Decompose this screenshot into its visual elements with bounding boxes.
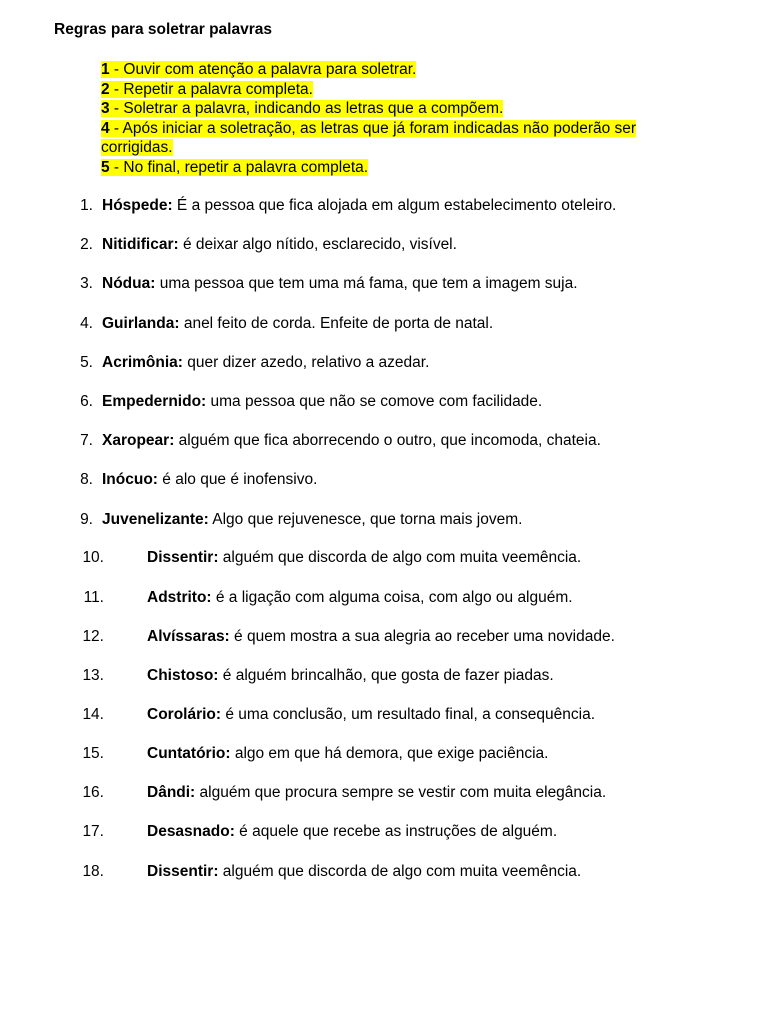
list-item	[0, 470, 768, 490]
rule-3	[101, 99, 711, 119]
list-number: 10.	[82, 549, 104, 566]
list-number: 9.	[80, 511, 93, 528]
word-term: Dândi:	[147, 784, 196, 801]
list-item-body	[102, 196, 616, 216]
word-term: Adstrito:	[147, 589, 212, 606]
list-number: 1.	[80, 197, 93, 214]
word-definition: alguém que fica aborrecendo o outro, que incomoda, chateia.	[174, 432, 601, 449]
list-number: 4.	[80, 315, 93, 332]
word-definition: é alo que é inofensivo.	[157, 471, 318, 488]
list-item	[0, 235, 768, 255]
word-definition: é aquele que recebe as instruções de alguém.	[234, 823, 558, 840]
list-number: 5.	[80, 354, 93, 371]
word-term: Guirlanda:	[102, 315, 180, 332]
rule-number: 4	[101, 119, 110, 137]
list-number: 13.	[82, 667, 104, 684]
list-item	[0, 862, 768, 882]
word-definition: é deixar algo nítido, esclarecido, visível.	[178, 236, 457, 253]
rule-number: 5	[101, 158, 110, 176]
list-item-body	[102, 431, 601, 451]
word-definition: Algo que rejuvenesce, que torna mais jovem.	[208, 511, 523, 528]
word-definition: é alguém brincalhão, que gosta de fazer piadas.	[218, 667, 554, 684]
rule-number: 2	[101, 80, 110, 98]
rule-5	[101, 158, 711, 178]
rule-text: - Repetir a palavra completa.	[109, 80, 313, 98]
word-term: Alvíssaras:	[147, 628, 230, 645]
word-definition: uma pessoa que tem uma má fama, que tem a imagem suja.	[155, 275, 578, 292]
list-item	[0, 392, 768, 412]
word-term: Cuntatório:	[147, 745, 231, 762]
word-term: Xaropear:	[102, 432, 175, 449]
word-definition: é quem mostra a sua alegria ao receber uma novidade.	[229, 628, 615, 645]
word-term: Dissentir:	[147, 549, 219, 566]
list-item	[0, 510, 768, 530]
list-item-body	[102, 510, 522, 530]
list-item-body	[102, 470, 317, 490]
word-definition: quer dizer azedo, relativo a azedar.	[182, 354, 430, 371]
rule-number: 1	[101, 61, 110, 78]
list-number: 6.	[80, 393, 93, 410]
list-item-body	[147, 822, 557, 842]
list-number: 16.	[82, 784, 104, 801]
list-item	[0, 196, 768, 216]
word-term: Juvenelizante:	[102, 511, 209, 528]
list-item-body	[147, 862, 581, 882]
list-item-body	[147, 548, 581, 568]
rule-highlight	[101, 120, 636, 157]
list-number: 18.	[82, 863, 104, 880]
list-number: 7.	[80, 432, 93, 449]
list-item	[0, 627, 768, 647]
list-item-body	[147, 666, 554, 686]
rule-1	[101, 60, 711, 80]
list-item	[0, 314, 768, 334]
word-definition: É a pessoa que fica alojada em algum estabelecimento oteleiro.	[172, 197, 617, 214]
rule-text: - Soletrar a palavra, indicando as letras que a compõem.	[109, 100, 504, 117]
word-definition: alguém que discorda de algo com muita veemência.	[218, 863, 582, 880]
rule-2	[101, 80, 711, 100]
list-item-body	[102, 274, 578, 294]
list-item	[0, 666, 768, 686]
rule-highlight	[101, 100, 503, 117]
list-item	[0, 353, 768, 373]
word-definition: algo em que há demora, que exige paciência.	[230, 745, 549, 762]
rule-text: - Após iniciar a soletração, as letras que já foram indicadas não poderão ser corrigidas.	[101, 119, 637, 156]
word-definition: alguém que procura sempre se vestir com muita elegância.	[195, 784, 607, 801]
word-term: Acrimônia:	[102, 354, 183, 371]
spelling-rules	[101, 60, 711, 177]
rule-number: 3	[101, 100, 110, 117]
list-item-body	[102, 353, 429, 373]
rule-text: - Ouvir com atenção a palavra para soletrar.	[109, 61, 417, 78]
list-number: 8.	[80, 471, 93, 488]
list-number: 3.	[80, 275, 93, 292]
rule-highlight	[101, 81, 313, 98]
word-definition: é uma conclusão, um resultado final, a consequência.	[221, 706, 596, 723]
list-number: 14.	[82, 706, 104, 723]
list-item-body	[147, 627, 615, 647]
list-item	[0, 744, 768, 764]
list-item-body	[102, 235, 457, 255]
word-term: Dissentir:	[147, 863, 219, 880]
word-term: Hóspede:	[102, 197, 173, 214]
list-item	[0, 548, 768, 568]
rule-highlight	[101, 159, 368, 176]
list-item	[0, 822, 768, 842]
list-item	[0, 588, 768, 608]
word-definition: é a ligação com alguma coisa, com algo ou alguém.	[211, 589, 573, 606]
list-item-body	[102, 392, 542, 412]
word-term: Nitidificar:	[102, 236, 179, 253]
list-number: 2.	[80, 236, 93, 253]
list-item-body	[147, 705, 595, 725]
word-term: Desasnado:	[147, 823, 235, 840]
word-term: Corolário:	[147, 706, 222, 723]
document-title: Regras para soletrar palavras	[54, 21, 272, 38]
rule-highlight	[101, 61, 416, 78]
word-term: Inócuo:	[102, 471, 158, 488]
list-item-body	[147, 744, 548, 764]
word-definition: uma pessoa que não se comove com facilidade.	[206, 393, 543, 410]
list-item	[0, 783, 768, 803]
list-number: 15.	[82, 745, 104, 762]
word-term: Empedernido:	[102, 393, 207, 410]
list-item-body	[147, 588, 573, 608]
list-item	[0, 431, 768, 451]
list-item	[0, 274, 768, 294]
rule-4	[101, 119, 711, 158]
list-item	[0, 705, 768, 725]
rule-text: - No final, repetir a palavra completa.	[109, 158, 369, 176]
list-number: 11.	[83, 589, 104, 606]
word-definition: anel feito de corda. Enfeite de porta de natal.	[179, 315, 494, 332]
list-number: 17.	[82, 823, 104, 840]
list-item-body	[147, 783, 606, 803]
list-item-body	[102, 314, 493, 334]
list-number: 12.	[82, 628, 104, 645]
word-term: Nódua:	[102, 275, 156, 292]
word-term: Chistoso:	[147, 667, 219, 684]
word-definition: alguém que discorda de algo com muita veemência.	[218, 549, 582, 566]
